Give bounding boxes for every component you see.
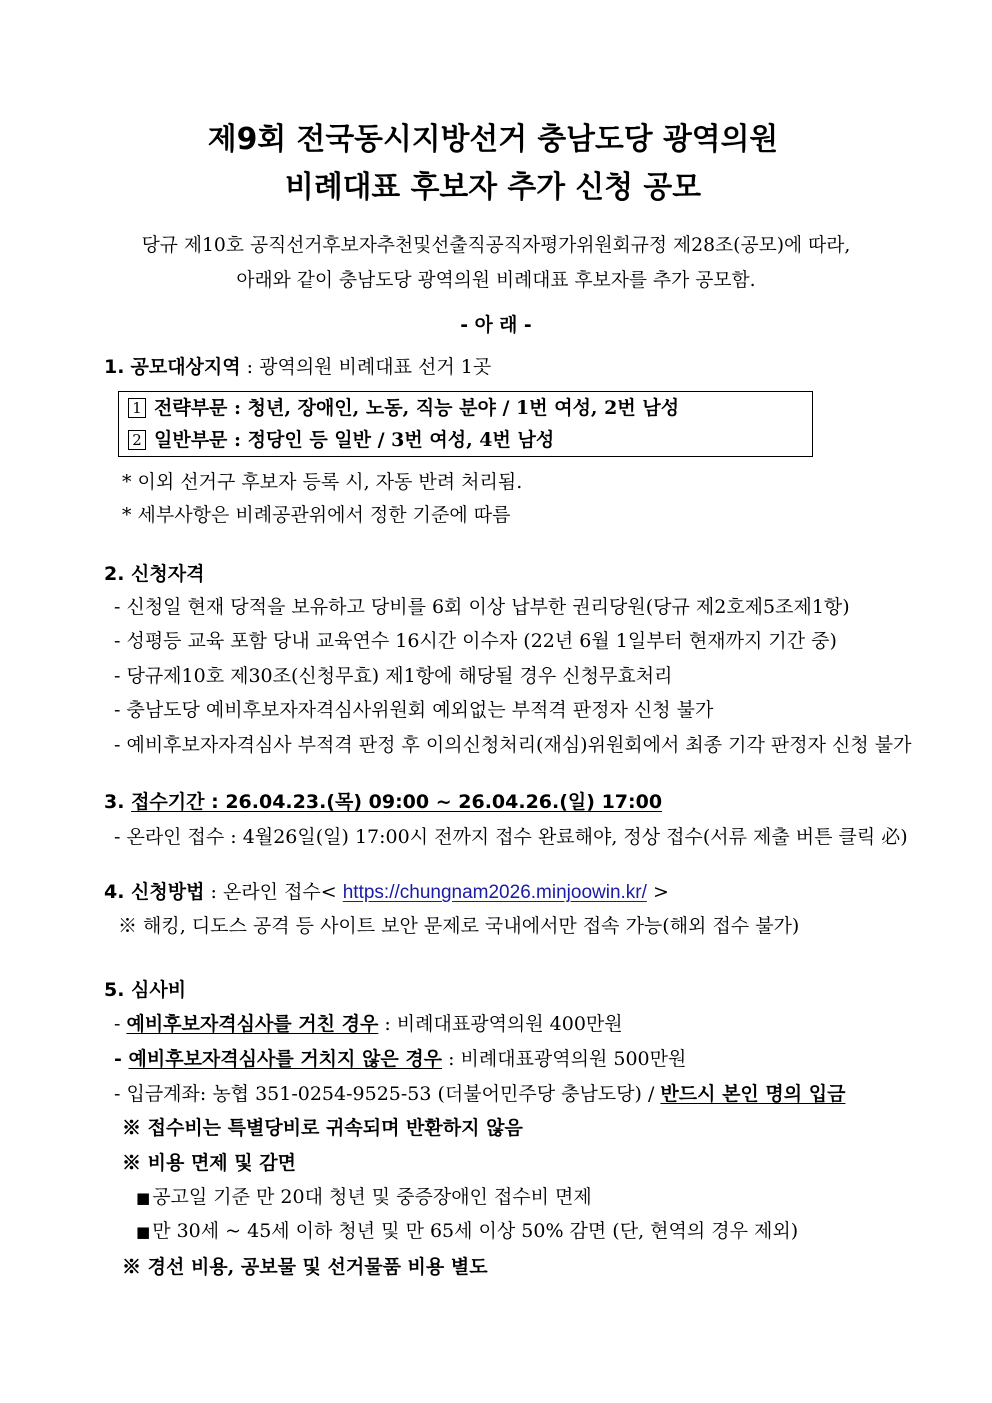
fee-note-2: ※ 비용 면제 및 감면 <box>122 1152 296 1174</box>
qualification-item-3: - 당규제10호 제30조(신청무효) 제1항에 해당될 경우 신청무효처리 <box>114 665 673 687</box>
category-strategic-text: 전략부문 : 청년, 장애인, 노동, 직능 분야 / 1번 여성, 2번 남성 <box>154 397 680 419</box>
section-3-item: - 온라인 접수 : 4월26일(일) 17:00시 전까지 접수 완료해야, 정상 접수(서류 제출 버튼 클릭 必) <box>114 826 908 848</box>
qualification-item-2: - 성평등 교육 포함 당내 교육연수 16시간 이수자 (22년 6월 1일부터 현재까지 기간 중) <box>114 630 837 652</box>
section-3-number: 3. <box>104 791 125 813</box>
fee-account-emphasis: 반드시 본인 명의 입금 <box>660 1083 846 1105</box>
fee-account-text: - 입금계좌: 농협 351-0254-9525-53 (더불어민주당 충남도당) / <box>114 1083 661 1105</box>
qualification-item-5: - 예비후보자자격심사 부적격 판정 후 이의신청처리(재심)위원회에서 최종 기각 판정자 신청 불가 <box>114 734 912 756</box>
section-4-label: 4. 신청방법 <box>104 881 205 903</box>
fee-item-2-text: : 비례대표광역의원 500만원 <box>442 1048 687 1070</box>
section-1-note-1: * 이외 선거구 후보자 등록 시, 자동 반려 처리됨. <box>122 471 523 493</box>
section-1-label: 공모대상지역 <box>130 356 241 378</box>
section-1-number: 1. <box>104 356 125 378</box>
section-4-prefix: : 온라인 접수< <box>204 881 343 903</box>
intro-line-2: 아래와 같이 충남도당 광역의원 비례대표 후보자를 추가 공모함. <box>236 269 756 291</box>
category-general <box>128 428 554 452</box>
number-box-1: 1 <box>128 398 146 418</box>
section-2-heading: 2. 신청자격 <box>104 563 205 585</box>
fee-sub-item-2 <box>136 1219 798 1244</box>
notice-heading: - 아 래 - <box>460 314 532 336</box>
section-4-note: ※ 해킹, 디도스 공격 등 사이트 보안 문제로 국내에서만 접속 가능(해외 접수 불가) <box>118 915 800 937</box>
fee-item-2-label: 예비후보자격심사를 거치지 않은 경우 <box>128 1048 443 1070</box>
square-bullet-icon: ■ <box>136 1189 151 1207</box>
fee-item-1: - 예비후보자격심사를 거친 경우 : 비례대표광역의원 400만원 <box>114 1013 623 1035</box>
fee-sub-item-2-text: 만 30세 ~ 45세 이하 청년 및 만 65세 이상 50% 감면 (단, 현역의 경우 제외) <box>152 1220 799 1242</box>
application-site-link[interactable]: https://chungnam2026.minjoowin.kr/ <box>342 882 647 903</box>
title-line-1: 제9회 전국동시지방선거 충남도당 광역의원 <box>207 122 779 157</box>
qualification-item-1: - 신청일 현재 당적을 보유하고 당비를 6회 이상 납부한 권리당원(당규 제2호제5조제1항) <box>114 596 850 618</box>
section-4-suffix: > <box>646 881 669 903</box>
square-bullet-icon: ■ <box>136 1223 151 1241</box>
number-box-2: 2 <box>128 430 146 450</box>
section-3-heading <box>104 790 662 814</box>
section-5-heading: 5. 심사비 <box>104 979 187 1001</box>
section-1-note-2: * 세부사항은 비례공관위에서 정한 기준에 따름 <box>122 504 511 526</box>
fee-account <box>114 1082 845 1106</box>
intro-line-1: 당규 제10호 공직선거후보자추천및선출직공직자평가위원회규정 제28조(공모)에 따라, <box>141 234 851 256</box>
section-4-heading <box>104 880 669 905</box>
category-strategic <box>128 396 679 420</box>
section-1-text: : 광역의원 비례대표 선거 1곳 <box>240 356 492 378</box>
fee-sub-item-1-text: 공고일 기준 만 20대 청년 및 중증장애인 접수비 면제 <box>152 1186 592 1208</box>
section-3-period: 접수기간 : 26.04.23.(목) 09:00 ~ 26.04.26.(일) 17:00 <box>131 791 663 813</box>
fee-note-1: ※ 접수비는 특별당비로 귀속되며 반환하지 않음 <box>122 1117 523 1139</box>
fee-note-3: ※ 경선 비용, 공보물 및 선거물품 비용 별도 <box>122 1256 488 1278</box>
qualification-item-4: - 충남도당 예비후보자자격심사위원회 예외없는 부적격 판정자 신청 불가 <box>114 699 714 721</box>
fee-sub-item-1 <box>136 1185 592 1210</box>
section-1-heading <box>104 355 491 379</box>
fee-item-1-label: 예비후보자격심사를 거친 경우 <box>126 1013 379 1035</box>
fee-item-2: - 예비후보자격심사를 거치지 않은 경우 : 비례대표광역의원 500만원 <box>114 1048 687 1070</box>
title-line-2: 비례대표 후보자 추가 신청 공모 <box>285 170 702 205</box>
fee-item-1-text: : 비례대표광역의원 400만원 <box>378 1013 623 1035</box>
category-general-text: 일반부문 : 정당인 등 일반 / 3번 여성, 4번 남성 <box>154 429 555 451</box>
